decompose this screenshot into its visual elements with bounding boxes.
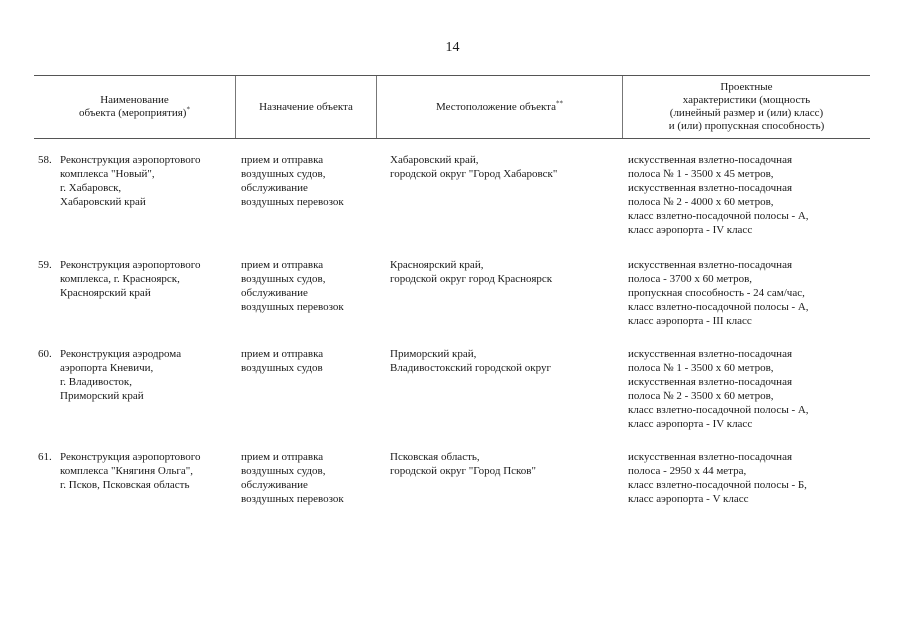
- object-name: Реконструкция аэропортового комплекса "Княгиня Ольга", г. Псков, Псковская область: [60, 451, 201, 491]
- header-location: [377, 76, 622, 138]
- object-purpose: прием и отправка воздушных судов, обслуживание воздушных перевозок: [241, 154, 344, 208]
- table-header-rule: [34, 138, 870, 139]
- object-characteristics: искусственная взлетно-посадочная полоса № 1 - 3500 x 45 метров, искусственная взлетно-посадочная полоса № 2 - 4000 x 60 метров, класс взлетно-посадочной полосы - А, класс аэропорта - IV класс: [628, 154, 809, 236]
- object-characteristics: искусственная взлетно-посадочная полоса - 3700 x 60 метров, пропускная способность - 24 сам/час, класс взлетно-посадочной полосы - А, класс аэропорта - III класс: [628, 259, 809, 327]
- header-characteristics: [623, 76, 870, 138]
- row-number: 61.: [38, 451, 52, 463]
- object-location: Приморский край, Владивостокский городской округ: [390, 348, 551, 374]
- object-purpose: прием и отправка воздушных судов, обслуживание воздушных перевозок: [241, 259, 344, 313]
- footnote-mark: **: [555, 98, 563, 107]
- row-number: 60.: [38, 348, 52, 360]
- header-purpose: [236, 76, 376, 138]
- object-characteristics: искусственная взлетно-посадочная полоса № 1 - 3500 x 60 метров, искусственная взлетно-посадочная полоса № 2 - 3500 x 60 метров, класс взлетно-посадочной полосы - А, класс аэропорта - IV класс: [628, 348, 809, 430]
- object-location: Красноярский край, городской округ город Красноярск: [390, 259, 553, 285]
- row-number: 58.: [38, 154, 52, 166]
- object-name: Реконструкция аэропортового комплекса "Новый", г. Хабаровск, Хабаровский край: [60, 154, 201, 208]
- object-name: Реконструкция аэродрома аэропорта Кневичи, г. Владивосток, Приморский край: [60, 348, 182, 402]
- row-number: 59.: [38, 259, 52, 271]
- header-location-text: Местоположение объекта: [436, 100, 556, 113]
- header-object-name-text: Наименование объекта (мероприятия): [79, 94, 187, 119]
- object-location: Псковская область, городской округ "Город Псков": [390, 451, 536, 477]
- header-object-name: [34, 76, 235, 138]
- footnote-mark: *: [186, 105, 190, 114]
- object-purpose: прием и отправка воздушных судов, обслуживание воздушных перевозок: [241, 451, 344, 505]
- header-purpose-text: Назначение объекта: [259, 100, 353, 113]
- object-location: Хабаровский край, городской округ "Город Хабаровск": [390, 154, 558, 180]
- page-number: 14: [445, 40, 460, 55]
- object-characteristics: искусственная взлетно-посадочная полоса - 2950 x 44 метра, класс взлетно-посадочной полосы - Б, класс аэропорта - V класс: [628, 451, 807, 505]
- object-name: Реконструкция аэропортового комплекса, г. Красноярск, Красноярский край: [60, 259, 201, 299]
- object-purpose: прием и отправка воздушных судов: [241, 348, 324, 374]
- header-characteristics-text: Проектные характеристики (мощность (линейный размер и (или) класс) и (или) пропускная способность): [668, 81, 825, 132]
